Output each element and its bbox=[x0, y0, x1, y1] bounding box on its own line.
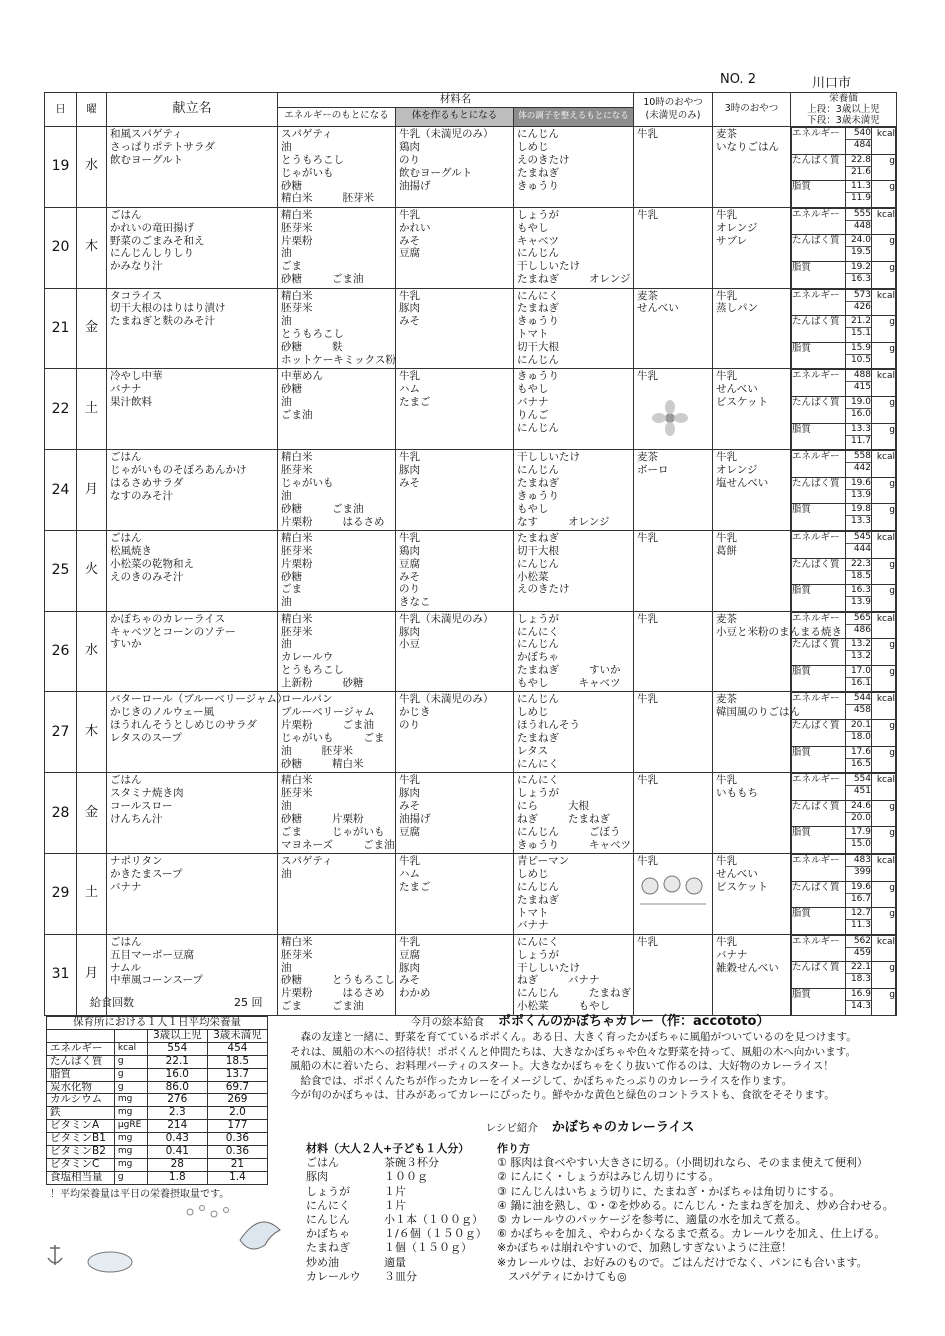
nutrient-label: 脂質 bbox=[792, 827, 846, 853]
flower-illustration bbox=[650, 400, 690, 436]
nutrient-values: 558 442 bbox=[845, 451, 871, 478]
issue-number: NO. 2 bbox=[720, 72, 756, 87]
day-of-week: 金 bbox=[77, 773, 107, 854]
nutrient-unit: g bbox=[872, 800, 896, 827]
body-ingredients: 牛乳 ハム たまご bbox=[396, 369, 514, 450]
nutrient-values: 483 399 bbox=[845, 855, 871, 882]
nutrient-values: 540 484 bbox=[845, 128, 871, 155]
col-snack10: 10時のおやつ (未満児のみ) bbox=[634, 93, 713, 127]
snack-10am: 牛乳 bbox=[634, 934, 713, 1015]
nutrient-unit: kcal bbox=[872, 208, 896, 235]
col-energy-src: エネルギーのもとになる bbox=[278, 107, 396, 126]
snack-3pm: 牛乳 オレンジ サブレ bbox=[713, 207, 791, 288]
snack-10am: 牛乳 bbox=[634, 854, 713, 935]
nutrient-values: 22.3 18.5 bbox=[845, 558, 871, 585]
nutrient-unit: g bbox=[872, 181, 896, 207]
nutrient-label: 脂質 bbox=[792, 585, 846, 611]
nutrient-unit: g bbox=[872, 827, 896, 853]
avg-row: 鉄 mg 2.3 2.0 bbox=[47, 1107, 268, 1120]
body-ingredients: 牛乳 かれい みそ 豆腐 bbox=[396, 207, 514, 288]
menu-row bbox=[45, 369, 897, 450]
nutrition-values bbox=[791, 530, 897, 611]
snack-3pm: 牛乳 オレンジ 塩せんべい bbox=[713, 450, 791, 531]
menu-items: バターロール（ブルーベリージャム） かじきのノルウェー風 ほうれんそうとしめじのサラダ レタスのスープ bbox=[107, 692, 278, 773]
condition-ingredients: にんにく しょうが 干ししいたけ ねぎ バナナ にんじん たまねぎ 小松菜 もやし bbox=[514, 934, 634, 1015]
day-number: 21 bbox=[45, 288, 77, 369]
nutrient-values: 554 451 bbox=[845, 774, 871, 801]
body-ingredients: 牛乳 豆腐 豚肉 みそ わかめ bbox=[396, 934, 514, 1015]
ingredient-row: ごはん 茶碗３杯分 bbox=[306, 1156, 439, 1170]
snack-10am: 牛乳 bbox=[634, 127, 713, 208]
nutrient-values: 13.3 11.7 bbox=[845, 423, 871, 449]
nutrient-unit: g bbox=[872, 746, 896, 772]
nutrient-label: エネルギー bbox=[792, 128, 846, 155]
menu-row bbox=[45, 854, 897, 935]
day-number: 24 bbox=[45, 450, 77, 531]
nutrient-unit: g bbox=[872, 342, 896, 368]
energy-ingredients: 精白米 胚芽米 片栗粉 油 ごま 砂糖 ごま油 bbox=[278, 207, 396, 288]
nutrient-values: 12.7 11.3 bbox=[845, 908, 871, 934]
recipe-label: レシピ紹介 bbox=[485, 1122, 538, 1134]
body-ingredients: 牛乳 ハム たまご bbox=[396, 854, 514, 935]
nutrient-label: 脂質 bbox=[792, 746, 846, 772]
nutrient-label: エネルギー bbox=[792, 531, 846, 558]
nutrient-values: 562 459 bbox=[845, 935, 871, 962]
ingredient-row: しょうが １片 bbox=[306, 1184, 406, 1198]
avg-row: たんぱく質 g 22.1 18.5 bbox=[47, 1055, 268, 1068]
avg-note: ！平均栄養量は平日の栄養摂取量です。 bbox=[50, 1189, 230, 1200]
snack-3pm: 牛乳 葛餅 bbox=[713, 530, 791, 611]
day-number: 27 bbox=[45, 692, 77, 773]
nutrient-values: 19.2 16.3 bbox=[845, 261, 871, 287]
day-number: 28 bbox=[45, 773, 77, 854]
step-row: ④ 鍋に油を熱し、①・②を炒める。にんじん・たまねぎを加え、炒め合わせる。 bbox=[497, 1198, 894, 1212]
step-row: ① 豚肉は食べやすい大きさに切る。（小間切れなら、そのまま使えて便利） bbox=[497, 1156, 868, 1170]
nutrient-label: たんぱく質 bbox=[792, 558, 846, 585]
nutrient-values: 17.6 16.5 bbox=[845, 746, 871, 772]
day-number: 25 bbox=[45, 530, 77, 611]
avg-row: ビタミンB2 mg 0.41 0.36 bbox=[47, 1146, 268, 1159]
nutrient-label: たんぱく質 bbox=[792, 396, 846, 423]
children-illustration bbox=[636, 870, 710, 906]
nutrition-values bbox=[791, 773, 897, 854]
nutrient-unit: g bbox=[872, 585, 896, 611]
nutrient-label: たんぱく質 bbox=[792, 962, 846, 989]
ingredient-row: にんにく １片 bbox=[306, 1198, 406, 1212]
nutrient-unit: kcal bbox=[872, 289, 896, 316]
nutrient-label: エネルギー bbox=[792, 774, 846, 801]
nutrient-unit: g bbox=[872, 316, 896, 343]
sea-creatures-illustration bbox=[170, 1200, 285, 1260]
menu-table bbox=[44, 92, 897, 1016]
nutrition-values bbox=[791, 854, 897, 935]
energy-ingredients: 精白米 胚芽米 片栗粉 砂糖 ごま 油 bbox=[278, 530, 396, 611]
ingredients-list bbox=[306, 1142, 487, 1284]
nutrient-label: 脂質 bbox=[792, 261, 846, 287]
col-cond-src: 体の調子を整えるもとになる bbox=[514, 107, 634, 126]
snack-3pm: 麦茶 韓国風のりごはん bbox=[713, 692, 791, 773]
day-number: 20 bbox=[45, 207, 77, 288]
col-materials: 材料名 bbox=[278, 93, 634, 108]
energy-ingredients: 精白米 胚芽米 油 砂糖 とうもろこし 片栗粉 はるさめ ごま ごま油 bbox=[278, 934, 396, 1015]
day-of-week: 月 bbox=[77, 934, 107, 1015]
day-of-week: 月 bbox=[77, 450, 107, 531]
col-dow: 曜 bbox=[77, 93, 107, 127]
nutrient-label: 脂質 bbox=[792, 989, 846, 1015]
condition-ingredients: きゅうり もやし バナナ りんご にんじん bbox=[514, 369, 634, 450]
day-number: 26 bbox=[45, 611, 77, 692]
average-nutrition-table bbox=[46, 1016, 268, 1185]
recipe-header bbox=[290, 1116, 890, 1135]
snack-10am: 牛乳 bbox=[634, 530, 713, 611]
nutrient-label: エネルギー bbox=[792, 289, 846, 316]
nutrient-unit: g bbox=[872, 639, 896, 666]
essay-line: 森の友達と一緒に、野菜を育てているポポくん。ある日、大きく育ったかぼちゃに風船がついているのを見つけます。 bbox=[290, 1031, 857, 1043]
nutrient-unit: g bbox=[872, 423, 896, 449]
nutrient-values: 21.2 15.1 bbox=[845, 316, 871, 343]
energy-ingredients: スパゲティ 油 bbox=[278, 854, 396, 935]
day-number: 22 bbox=[45, 369, 77, 450]
day-of-week: 水 bbox=[77, 127, 107, 208]
nutrient-values: 573 426 bbox=[845, 289, 871, 316]
condition-ingredients: にんじん しめじ えのきたけ たまねぎ きゅうり bbox=[514, 127, 634, 208]
nutrient-unit: g bbox=[872, 989, 896, 1015]
day-of-week: 木 bbox=[77, 207, 107, 288]
essay-label: 今月の絵本給食 bbox=[410, 1016, 485, 1028]
snack-10am: 牛乳 bbox=[634, 207, 713, 288]
col-nutrition: 栄養価 上段：3歳以上児 下段：3歳未満児 bbox=[791, 93, 897, 127]
energy-ingredients: スパゲティ 油 とうもろこし じゃがいも 砂糖 精白米 胚芽米 bbox=[278, 127, 396, 208]
snack-10am: 麦茶 せんべい bbox=[634, 288, 713, 369]
nutrient-label: 脂質 bbox=[792, 504, 846, 530]
nutrient-values: 11.3 11.9 bbox=[845, 181, 871, 207]
avg-row: ビタミンB1 mg 0.43 0.36 bbox=[47, 1133, 268, 1146]
energy-ingredients: ロールパン ブルーベリージャム 片栗粉 ごま油 じゃがいも ごま 油 胚芽米 砂糖 精白米 bbox=[278, 692, 396, 773]
nutrient-unit: g bbox=[872, 720, 896, 747]
nutrient-values: 17.0 16.1 bbox=[845, 665, 871, 691]
energy-ingredients: 精白米 胚芽米 油 カレールウ とうもろこし 上新粉 砂糖 bbox=[278, 611, 396, 692]
nutrient-label: エネルギー bbox=[792, 208, 846, 235]
ingredient-row: かぼちゃ １/６個（１５０ｇ） bbox=[306, 1227, 487, 1241]
nutrient-unit: kcal bbox=[872, 855, 896, 882]
ingredient-row: カレールウ ３皿分 bbox=[306, 1269, 417, 1283]
nutrition-values bbox=[791, 692, 897, 773]
nutrient-values: 24.6 20.0 bbox=[845, 800, 871, 827]
snack-3pm: 麦茶 小豆と米粉のまんまる焼き bbox=[713, 611, 791, 692]
energy-ingredients: 精白米 胚芽米 油 とうもろこし 砂糖 麩 ホットケーキミックス粉 bbox=[278, 288, 396, 369]
condition-ingredients: しょうが にんにく にんじん かぼちゃ たまねぎ すいか もやし キャベツ bbox=[514, 611, 634, 692]
nutrient-unit: g bbox=[872, 881, 896, 908]
nutrition-values bbox=[791, 207, 897, 288]
city-name: 川口市 bbox=[812, 76, 852, 91]
snack-10am: 牛乳 bbox=[634, 611, 713, 692]
nutrient-label: たんぱく質 bbox=[792, 154, 846, 181]
snack-10am: 麦茶 ボーロ bbox=[634, 450, 713, 531]
nutrient-unit: kcal bbox=[872, 531, 896, 558]
nutrient-values: 20.1 18.0 bbox=[845, 720, 871, 747]
nutrient-values: 19.0 16.0 bbox=[845, 396, 871, 423]
ingredients-title: 材料（大人２人+子ども１人分） bbox=[306, 1142, 470, 1155]
condition-ingredients: しょうが もやし キャベツ にんじん 干ししいたけ たまねぎ オレンジ bbox=[514, 207, 634, 288]
nutrition-values bbox=[791, 288, 897, 369]
nutrition-values bbox=[791, 611, 897, 692]
menu-items: タコライス 切干大根のはりはり漬け たまねぎと麩のみそ汁 bbox=[107, 288, 278, 369]
nutrient-values: 16.9 14.3 bbox=[845, 989, 871, 1015]
nutrition-values bbox=[791, 450, 897, 531]
anchor-illustration bbox=[40, 1240, 150, 1275]
menu-items: ごはん かれいの竜田揚げ 野菜のごまみそ和え にんじんしりしり かみなり汁 bbox=[107, 207, 278, 288]
page-header bbox=[0, 72, 945, 90]
avg-row: 炭水化物 g 86.0 69.7 bbox=[47, 1081, 268, 1094]
nutrient-unit: g bbox=[872, 504, 896, 530]
nutrient-label: たんぱく質 bbox=[792, 316, 846, 343]
nutrient-unit: kcal bbox=[872, 935, 896, 962]
menu-row bbox=[45, 127, 897, 208]
picture-book-section bbox=[290, 1010, 890, 1103]
menu-row bbox=[45, 773, 897, 854]
nutrient-values: 16.3 13.9 bbox=[845, 585, 871, 611]
menu-row bbox=[45, 288, 897, 369]
recipe-title: かぼちゃのカレーライス bbox=[551, 1120, 695, 1135]
nutrient-values: 15.9 10.5 bbox=[845, 342, 871, 368]
energy-ingredients: 中華めん 砂糖 油 ごま油 bbox=[278, 369, 396, 450]
nutrient-label: たんぱく質 bbox=[792, 881, 846, 908]
step-row: ② にんにく・しょうがはみじん切りにする。 bbox=[497, 1170, 720, 1184]
body-ingredients: 牛乳（未満児のみ） 鶏肉 のり 飲むヨーグルト 油揚げ bbox=[396, 127, 514, 208]
nutrient-values: 19.6 13.9 bbox=[845, 477, 871, 504]
nutrient-unit: kcal bbox=[872, 370, 896, 397]
day-of-week: 火 bbox=[77, 530, 107, 611]
nutrient-label: エネルギー bbox=[792, 935, 846, 962]
nutrient-label: エネルギー bbox=[792, 693, 846, 720]
essay-line: 今が旬のかぼちゃは、甘みがあってカレーにぴったり。鮮やかな黄色と緑色のコントラストも、食欲をそそります。 bbox=[290, 1089, 835, 1101]
nutrient-unit: kcal bbox=[872, 128, 896, 155]
ingredient-row: たまねぎ １個（１５０ｇ） bbox=[306, 1241, 472, 1255]
nutrient-unit: kcal bbox=[872, 693, 896, 720]
nutrient-label: エネルギー bbox=[792, 370, 846, 397]
nutrient-values: 22.1 18.3 bbox=[845, 962, 871, 989]
avg-row: カルシウム mg 276 269 bbox=[47, 1094, 268, 1107]
step-row: ③ にんじんはいちょう切りに、たまねぎ・かぼちゃは角切りにする。 bbox=[497, 1184, 841, 1198]
avg-row: 脂質 g 16.0 13.7 bbox=[47, 1068, 268, 1081]
col-menu: 献立名 bbox=[107, 93, 278, 127]
day-of-week: 土 bbox=[77, 854, 107, 935]
snack-3pm: 牛乳 いももち bbox=[713, 773, 791, 854]
avg-row: 食塩相当量 g 1.8 1.4 bbox=[47, 1171, 268, 1184]
nutrient-unit: g bbox=[872, 558, 896, 585]
nutrient-values: 19.8 13.3 bbox=[845, 504, 871, 530]
energy-ingredients: 精白米 胚芽米 油 砂糖 片栗粉 ごま じゃがいも マヨネーズ ごま油 bbox=[278, 773, 396, 854]
essay-line: 風船の木に着いたら、お料理パーティのスタート。大きなかぼちゃをくり抜いて作るのは、大好物のカレーライス！ bbox=[290, 1060, 834, 1072]
nutrient-label: たんぱく質 bbox=[792, 720, 846, 747]
day-of-week: 土 bbox=[77, 369, 107, 450]
avg-title: 保育所における１人１日平均栄養量 bbox=[47, 1017, 268, 1030]
menu-items: ごはん 五目マーボー豆腐 ナムル 中華風コーンスープ bbox=[107, 934, 278, 1015]
body-ingredients: 牛乳 豚肉 みそ bbox=[396, 288, 514, 369]
body-ingredients: 牛乳（未満児のみ） かじき のり bbox=[396, 692, 514, 773]
snack-10am: 牛乳 bbox=[634, 773, 713, 854]
nutrient-label: 脂質 bbox=[792, 342, 846, 368]
condition-ingredients: 青ピーマン しめじ にんじん たまねぎ トマト バナナ bbox=[514, 854, 634, 935]
day-of-week: 水 bbox=[77, 611, 107, 692]
body-ingredients: 牛乳（未満児のみ） 豚肉 小豆 bbox=[396, 611, 514, 692]
nutrient-label: 脂質 bbox=[792, 181, 846, 207]
snack-3pm: 牛乳 せんべい ビスケット bbox=[713, 369, 791, 450]
nutrition-values bbox=[791, 369, 897, 450]
nutrient-values: 13.2 13.2 bbox=[845, 639, 871, 666]
ingredient-row: にんじん 小１本（１００ｇ） bbox=[306, 1213, 483, 1227]
meal-count: 給食回数 25 回 bbox=[90, 996, 263, 1009]
menu-items: ごはん スタミナ焼き肉 コールスロー けんちん汁 bbox=[107, 773, 278, 854]
nutrient-label: たんぱく質 bbox=[792, 639, 846, 666]
body-ingredients: 牛乳 豚肉 みそ bbox=[396, 450, 514, 531]
nutrient-values: 544 458 bbox=[845, 693, 871, 720]
nutrient-values: 545 444 bbox=[845, 531, 871, 558]
nutrient-values: 24.0 19.5 bbox=[845, 235, 871, 262]
snack-3pm: 牛乳 バナナ 雑穀せんべい bbox=[713, 934, 791, 1015]
nutrient-label: エネルギー bbox=[792, 451, 846, 478]
nutrient-label: 脂質 bbox=[792, 665, 846, 691]
nutrient-values: 488 415 bbox=[845, 370, 871, 397]
menu-row bbox=[45, 611, 897, 692]
nutrient-values: 17.9 15.0 bbox=[845, 827, 871, 853]
col-snack3: 3時のおやつ bbox=[713, 93, 791, 127]
nutrient-unit: kcal bbox=[872, 612, 896, 639]
day-number: 19 bbox=[45, 127, 77, 208]
nutrient-label: エネルギー bbox=[792, 612, 846, 639]
body-ingredients: 牛乳 鶏肉 豆腐 みそ のり きなこ bbox=[396, 530, 514, 611]
step-row: ※カレールウは、お好みのもので。ごはんだけでなく、パンにも合います。 bbox=[497, 1255, 868, 1269]
nutrient-values: 22.8 21.6 bbox=[845, 154, 871, 181]
menu-items: ごはん 松風焼き 小松菜の乾物和え えのきのみそ汁 bbox=[107, 530, 278, 611]
day-of-week: 金 bbox=[77, 288, 107, 369]
menu-items: ごはん じゃがいものそぼろあんかけ はるさめサラダ なすのみそ汁 bbox=[107, 450, 278, 531]
body-ingredients: 牛乳 豚肉 みそ 油揚げ 豆腐 bbox=[396, 773, 514, 854]
nutrient-unit: kcal bbox=[872, 774, 896, 801]
steps-title: 作り方 bbox=[497, 1142, 530, 1155]
snack-10am: 牛乳 bbox=[634, 692, 713, 773]
essay-line: 給食では、ポポくんたちが作ったカレーをイメージして、かぼちゃたっぷりのカレーライスを作ります。 bbox=[290, 1074, 793, 1087]
nutrient-unit: g bbox=[872, 396, 896, 423]
menu-items: 和風スパゲティ さっぱりポテトサラダ 飲むヨーグルト bbox=[107, 127, 278, 208]
day-of-week: 木 bbox=[77, 692, 107, 773]
day-number: 29 bbox=[45, 854, 77, 935]
menu-row bbox=[45, 692, 897, 773]
col-body-src: 体を作るもとになる bbox=[396, 107, 514, 126]
nutrient-label: たんぱく質 bbox=[792, 477, 846, 504]
step-row: ⑤ カレールウのパッケージを参考に、適量の水を加えて煮る。 bbox=[497, 1213, 807, 1227]
nutrition-values bbox=[791, 127, 897, 208]
nutrient-unit: g bbox=[872, 665, 896, 691]
step-row: ※かぼちゃは崩れやすいので、加熱しすぎないように注意！ bbox=[497, 1241, 792, 1255]
step-row: スパゲティにかけても◎ bbox=[497, 1269, 627, 1283]
avg-row: エネルギー kcal 554 454 bbox=[47, 1042, 268, 1055]
nutrient-unit: g bbox=[872, 154, 896, 181]
condition-ingredients: たまねぎ 切干大根 にんじん 小松菜 えのきたけ bbox=[514, 530, 634, 611]
menu-items: 冷やし中華 バナナ 果汁飲料 bbox=[107, 369, 278, 450]
essay-title: ポポくんのかぼちゃカレー（作：accototo） bbox=[498, 1014, 770, 1029]
avg-row: ビタミンA μgRE 214 177 bbox=[47, 1120, 268, 1133]
nutrient-label: 脂質 bbox=[792, 908, 846, 934]
snack-3pm: 麦茶 いなりごはん bbox=[713, 127, 791, 208]
nutrient-label: たんぱく質 bbox=[792, 235, 846, 262]
condition-ingredients: 干ししいたけ にんじん たまねぎ きゅうり もやし なす オレンジ bbox=[514, 450, 634, 531]
snack-3pm: 牛乳 蒸しパン bbox=[713, 288, 791, 369]
menu-items: かぼちゃのカレーライス キャベツとコーンのソテー すいか bbox=[107, 611, 278, 692]
avg-col-lower: 3歳未満児 bbox=[207, 1029, 267, 1042]
condition-ingredients: にんにく たまねぎ きゅうり トマト 切干大根 にんじん bbox=[514, 288, 634, 369]
avg-col-upper: 3歳以上児 bbox=[147, 1029, 207, 1042]
nutrient-values: 19.6 16.7 bbox=[845, 881, 871, 908]
nutrient-label: 脂質 bbox=[792, 423, 846, 449]
nutrient-label: エネルギー bbox=[792, 855, 846, 882]
nutrient-unit: kcal bbox=[872, 451, 896, 478]
avg-row: ビタミンC mg 28 21 bbox=[47, 1158, 268, 1171]
menu-items: ナポリタン かきたまスープ バナナ bbox=[107, 854, 278, 935]
nutrition-values bbox=[791, 934, 897, 1015]
energy-ingredients: 精白米 胚芽米 じゃがいも 油 砂糖 ごま油 片栗粉 はるさめ bbox=[278, 450, 396, 531]
nutrient-unit: g bbox=[872, 261, 896, 287]
ingredient-row: 炒め油 適量 bbox=[306, 1255, 406, 1269]
nutrient-unit: g bbox=[872, 908, 896, 934]
nutrient-unit: g bbox=[872, 235, 896, 262]
condition-ingredients: にんにく しょうが にら 大根 ねぎ たまねぎ にんじん ごぼう きゅうり キャベツ bbox=[514, 773, 634, 854]
nutrient-unit: g bbox=[872, 962, 896, 989]
col-day: 日 bbox=[45, 93, 77, 127]
nutrient-values: 555 448 bbox=[845, 208, 871, 235]
condition-ingredients: にんじん しめじ ほうれんそう たまねぎ レタス にんにく bbox=[514, 692, 634, 773]
snack-3pm: 牛乳 せんべい ビスケット bbox=[713, 854, 791, 935]
essay-line: それは、風船の木への招待状！ポポくんと仲間たちは、大きなかぼちゃや色々な野菜を持って、風船の木へ向かいます。 bbox=[290, 1045, 856, 1058]
steps-list bbox=[497, 1142, 897, 1284]
menu-row bbox=[45, 450, 897, 531]
day-number: 31 bbox=[45, 934, 77, 1015]
ingredient-row: 豚肉 １００ｇ bbox=[306, 1170, 428, 1184]
menu-row bbox=[45, 207, 897, 288]
menu-row bbox=[45, 530, 897, 611]
step-row: ⑥ かぼちゃを加え、やわらかくなるまで煮る。カレールウを加え、仕上げる。 bbox=[497, 1227, 886, 1241]
nutrient-label: たんぱく質 bbox=[792, 800, 846, 827]
nutrient-unit: g bbox=[872, 477, 896, 504]
nutrient-values: 565 486 bbox=[845, 612, 871, 639]
snack-10am: 牛乳 bbox=[634, 369, 713, 450]
